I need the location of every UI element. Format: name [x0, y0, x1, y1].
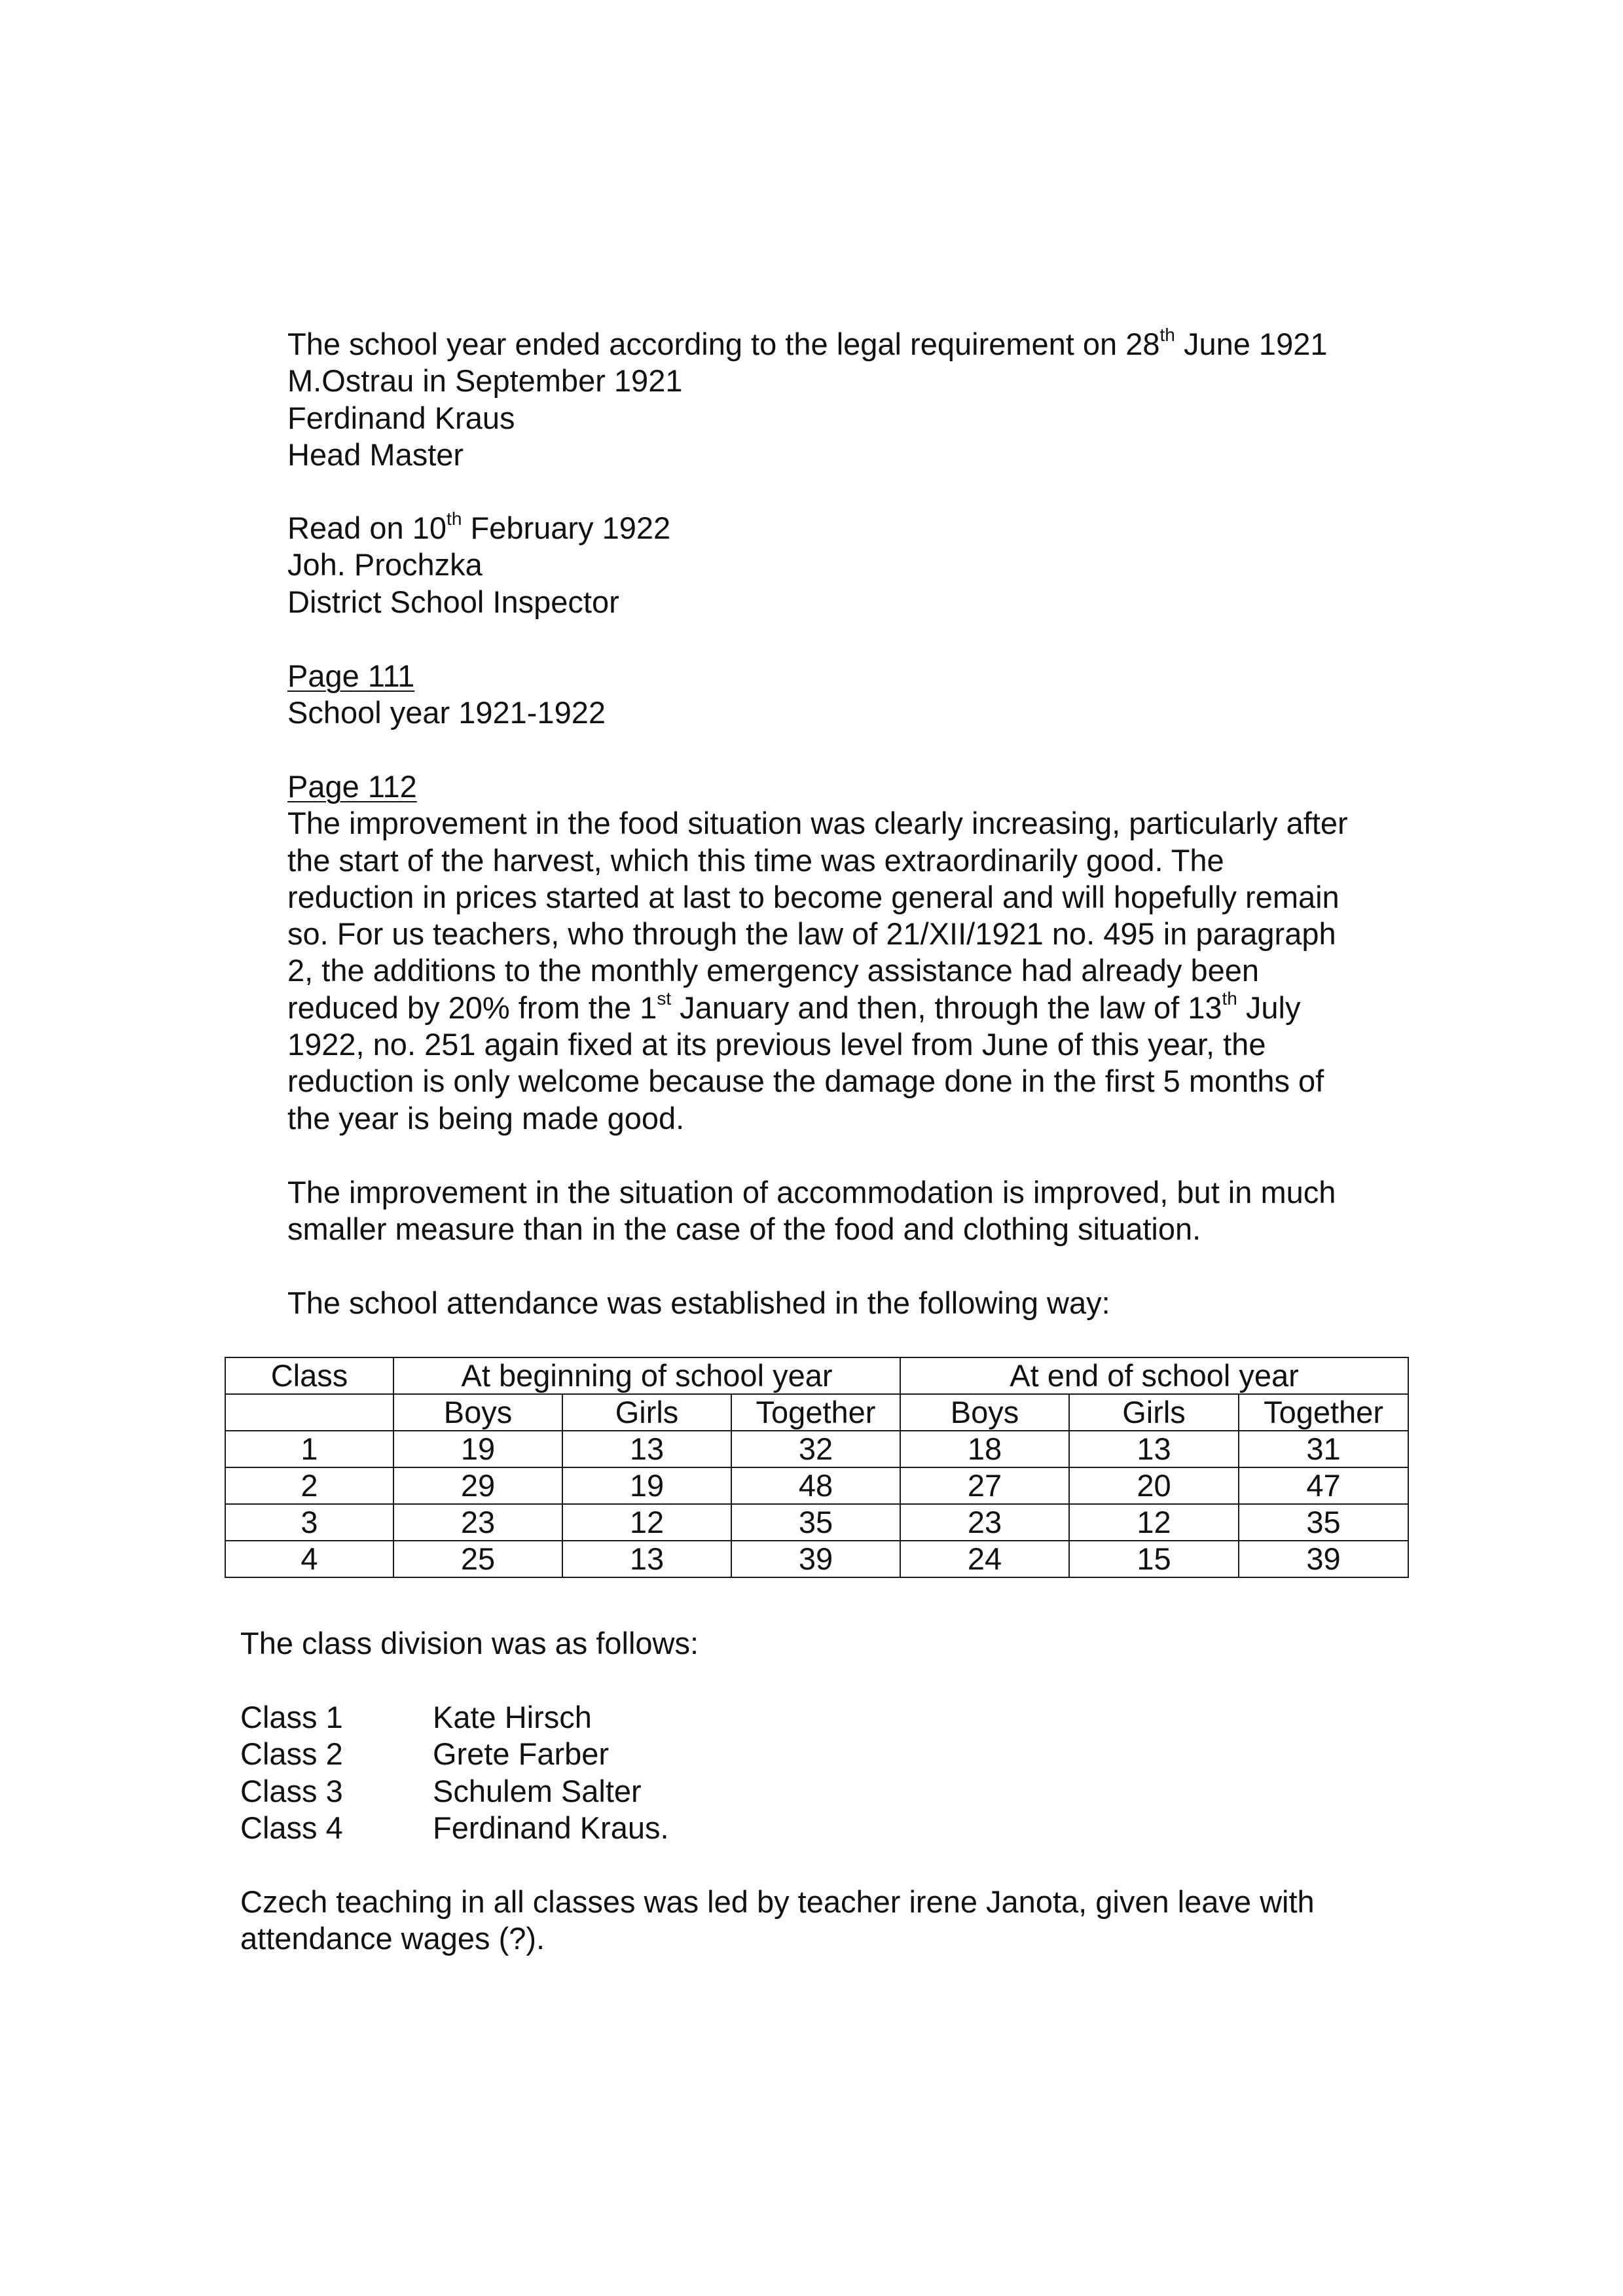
- class-label: Class 2: [240, 1736, 343, 1772]
- table-row: [225, 1431, 1408, 1467]
- class-division-labels: [240, 1699, 343, 1846]
- class-label: Class 1: [240, 1700, 343, 1734]
- table-cell: 39: [731, 1541, 900, 1577]
- table-cell: 47: [1239, 1467, 1408, 1504]
- table-cell: 29: [393, 1467, 562, 1504]
- column-header-together: Together: [731, 1394, 900, 1431]
- column-group-end: At end of school year: [900, 1357, 1408, 1394]
- table-row: [225, 1467, 1408, 1504]
- attendance-table: [225, 1357, 1409, 1578]
- class-label: Class 4: [240, 1810, 343, 1845]
- table-cell: 2: [225, 1467, 393, 1504]
- table-cell: 19: [562, 1467, 731, 1504]
- teacher-name: Grete Farber: [433, 1736, 610, 1772]
- czech-teaching-paragraph: [240, 1884, 1315, 1958]
- paragraph-line: the start of the harvest, which this time was extraordinarily good. The: [287, 842, 1224, 878]
- table-cell: 13: [562, 1541, 731, 1577]
- column-header-empty: [225, 1394, 393, 1431]
- paragraph-line: 2, the additions to the monthly emergency assistance had already been: [287, 953, 1260, 988]
- table-cell: 13: [1069, 1431, 1239, 1467]
- column-header-together: Together: [1239, 1394, 1408, 1431]
- table-cell: 39: [1239, 1541, 1408, 1577]
- closing-entry-1921: [287, 326, 1327, 473]
- table-cell: 23: [900, 1504, 1069, 1541]
- paragraph-line: the year is being made good.: [287, 1100, 685, 1136]
- paragraph-line: Czech teaching in all classes was led by teacher irene Janota, given leave with: [240, 1884, 1315, 1919]
- school-year-heading: School year 1921-1922: [287, 695, 606, 730]
- paragraph-line: attendance wages (?).: [240, 1921, 545, 1956]
- paragraph-line: reduced by 20% from the 1st January and then, through the law of 13th July: [287, 988, 1301, 1025]
- class-division-teachers: [433, 1699, 669, 1846]
- table-cell: 31: [1239, 1431, 1408, 1467]
- table-cell: 35: [731, 1504, 900, 1541]
- column-group-beginning: At beginning of school year: [393, 1357, 900, 1394]
- column-header-girls: Girls: [562, 1394, 731, 1431]
- teacher-name: Schulem Salter: [433, 1773, 642, 1808]
- inspector-name: Joh. Prochzka: [287, 547, 483, 583]
- column-header-boys: Boys: [900, 1394, 1069, 1431]
- table-cell: 32: [731, 1431, 900, 1467]
- table-subheader-row: [225, 1394, 1408, 1431]
- line: The school year ended according to the legal requirement on 28th June 1921: [287, 325, 1328, 361]
- page-heading: Page 111: [287, 658, 415, 693]
- column-header-class: Class: [225, 1357, 393, 1394]
- attendance-intro: The school attendance was established in the following way:: [287, 1285, 1110, 1320]
- paragraph-line: The improvement in the situation of accommodation is improved, but in much: [287, 1175, 1336, 1210]
- line: Read on 10th February 1922: [287, 509, 671, 545]
- line: M.Ostrau in September 1921: [287, 363, 683, 399]
- paragraph-line: The improvement in the food situation was clearly increasing, particularly after: [287, 806, 1348, 841]
- table-cell: 23: [393, 1504, 562, 1541]
- table-cell: 48: [731, 1467, 900, 1504]
- table-cell: 13: [562, 1431, 731, 1467]
- table-cell: 3: [225, 1504, 393, 1541]
- table-cell: 27: [900, 1467, 1069, 1504]
- table-cell: 35: [1239, 1504, 1408, 1541]
- teacher-name: Ferdinand Kraus.: [433, 1810, 669, 1845]
- table-header-row: [225, 1357, 1408, 1394]
- signatory-title: Head Master: [287, 437, 464, 472]
- inspection-entry: [287, 510, 670, 620]
- table-cell: 1: [225, 1431, 393, 1467]
- table-cell: 12: [1069, 1504, 1239, 1541]
- paragraph-line: smaller measure than in the case of the food and clothing situation.: [287, 1211, 1201, 1247]
- teacher-name: Kate Hirsch: [433, 1700, 592, 1734]
- column-header-boys: Boys: [393, 1394, 562, 1431]
- table-row: [225, 1504, 1408, 1541]
- paragraph-line: reduction is only welcome because the damage done in the first 5 months of: [287, 1064, 1324, 1099]
- table-cell: 12: [562, 1504, 731, 1541]
- table-cell: 18: [900, 1431, 1069, 1467]
- table-cell: 25: [393, 1541, 562, 1577]
- paragraph-line: reduction in prices started at last to become general and will hopefully remain: [287, 879, 1340, 914]
- table-cell: 4: [225, 1541, 393, 1577]
- paragraph-line: so. For us teachers, who through the law of 21/XII/1921 no. 495 in paragraph: [287, 916, 1336, 952]
- page-heading: Page 112: [287, 769, 417, 804]
- page-112-section: [287, 768, 1348, 1137]
- table-row: [225, 1541, 1408, 1577]
- table-cell: 24: [900, 1541, 1069, 1577]
- class-label: Class 3: [240, 1773, 343, 1808]
- signatory-name: Ferdinand Kraus: [287, 400, 515, 435]
- column-header-girls: Girls: [1069, 1394, 1239, 1431]
- accommodation-paragraph: [287, 1174, 1336, 1248]
- inspector-title: District School Inspector: [287, 584, 619, 619]
- class-division-intro: The class division was as follows:: [240, 1626, 699, 1660]
- table-cell: 15: [1069, 1541, 1239, 1577]
- page-111-section: [287, 658, 606, 732]
- paragraph-line: 1922, no. 251 again fixed at its previous level from June of this year, the: [287, 1027, 1266, 1062]
- table-cell: 20: [1069, 1467, 1239, 1504]
- table-cell: 19: [393, 1431, 562, 1467]
